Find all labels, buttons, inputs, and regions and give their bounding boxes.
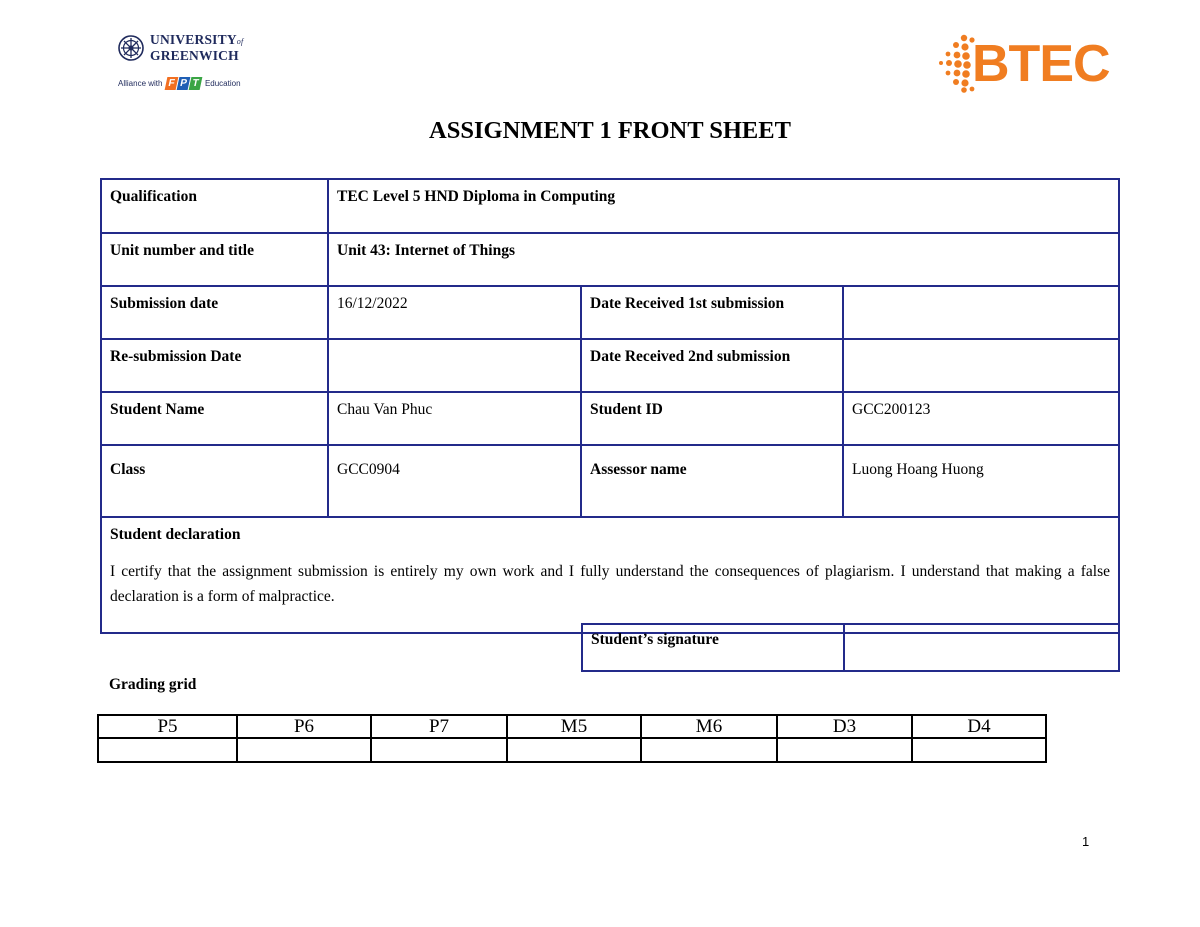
unit-value: Unit 43: Internet of Things	[328, 233, 1119, 286]
submission-date-label: Submission date	[101, 286, 328, 339]
grade-value-p5[interactable]	[98, 738, 237, 762]
qualification-label: Qualification	[101, 179, 328, 233]
qualification-row	[101, 179, 1119, 233]
declaration-text: I certify that the assignment submission is entirely my own work and I fully understand the consequences of plagiarism. I understand that making a false declaration is a form of malpractice.	[110, 563, 1111, 605]
student-id-value: GCC200123	[843, 392, 1119, 445]
fpt-logo-icon: F P T	[166, 77, 202, 90]
date-received-1-value	[843, 286, 1119, 339]
unit-label: Unit number and title	[101, 233, 328, 286]
declaration-cell	[101, 517, 1119, 633]
grade-header-p6: P6	[237, 715, 371, 738]
declaration-row	[101, 517, 1119, 633]
btec-wordmark: BTEC	[972, 35, 1110, 93]
grading-header-row	[98, 715, 1046, 738]
page-number: 1	[1082, 834, 1090, 849]
assessor-label: Assessor name	[581, 445, 843, 517]
university-seal-icon	[118, 35, 144, 61]
date-received-2-label: Date Received 2nd submission	[581, 339, 843, 392]
student-id-label: Student ID	[581, 392, 843, 445]
resubmission-row	[101, 339, 1119, 392]
signature-field[interactable]	[844, 624, 1119, 671]
submission-date-value: 16/12/2022	[328, 286, 581, 339]
grading-values-row	[98, 738, 1046, 762]
student-name-value: Chau Van Phuc	[328, 392, 581, 445]
signature-label: Student’s signature	[582, 624, 844, 671]
alliance-with-fpt-logo: Alliance with F P T Education	[118, 78, 241, 89]
grade-header-d3: D3	[777, 715, 912, 738]
grade-value-p7[interactable]	[371, 738, 507, 762]
declaration-title: Student declaration	[110, 526, 241, 543]
grade-header-p7: P7	[371, 715, 507, 738]
grade-value-p6[interactable]	[237, 738, 371, 762]
grade-value-m6[interactable]	[641, 738, 777, 762]
btec-dots-icon	[936, 32, 976, 94]
btec-logo	[936, 32, 1121, 94]
qualification-value: TEC Level 5 HND Diploma in Computing	[328, 179, 1119, 233]
grade-header-d4: D4	[912, 715, 1046, 738]
university-name: UNIVERSITYof GREENWICH	[150, 32, 244, 63]
resubmission-value	[328, 339, 581, 392]
student-name-label: Student Name	[101, 392, 328, 445]
grade-header-m6: M6	[641, 715, 777, 738]
assessor-value: Luong Hoang Huong	[843, 445, 1119, 517]
unit-row	[101, 233, 1119, 286]
class-value: GCC0904	[328, 445, 581, 517]
grade-header-p5: P5	[98, 715, 237, 738]
grading-grid-label: Grading grid	[109, 676, 197, 693]
grade-value-d3[interactable]	[777, 738, 912, 762]
signature-table	[581, 623, 1120, 672]
grade-header-m5: M5	[507, 715, 641, 738]
submission-date-row	[101, 286, 1119, 339]
date-received-1-label: Date Received 1st submission	[581, 286, 843, 339]
class-label: Class	[101, 445, 328, 517]
student-row	[101, 392, 1119, 445]
date-received-2-value	[843, 339, 1119, 392]
grade-value-d4[interactable]	[912, 738, 1046, 762]
page-title: ASSIGNMENT 1 FRONT SHEET	[429, 117, 791, 144]
grading-grid-table	[97, 714, 1047, 763]
class-row	[101, 445, 1119, 517]
front-sheet-table	[100, 178, 1120, 634]
resubmission-label: Re-submission Date	[101, 339, 328, 392]
signature-row	[582, 624, 1119, 671]
grade-value-m5[interactable]	[507, 738, 641, 762]
